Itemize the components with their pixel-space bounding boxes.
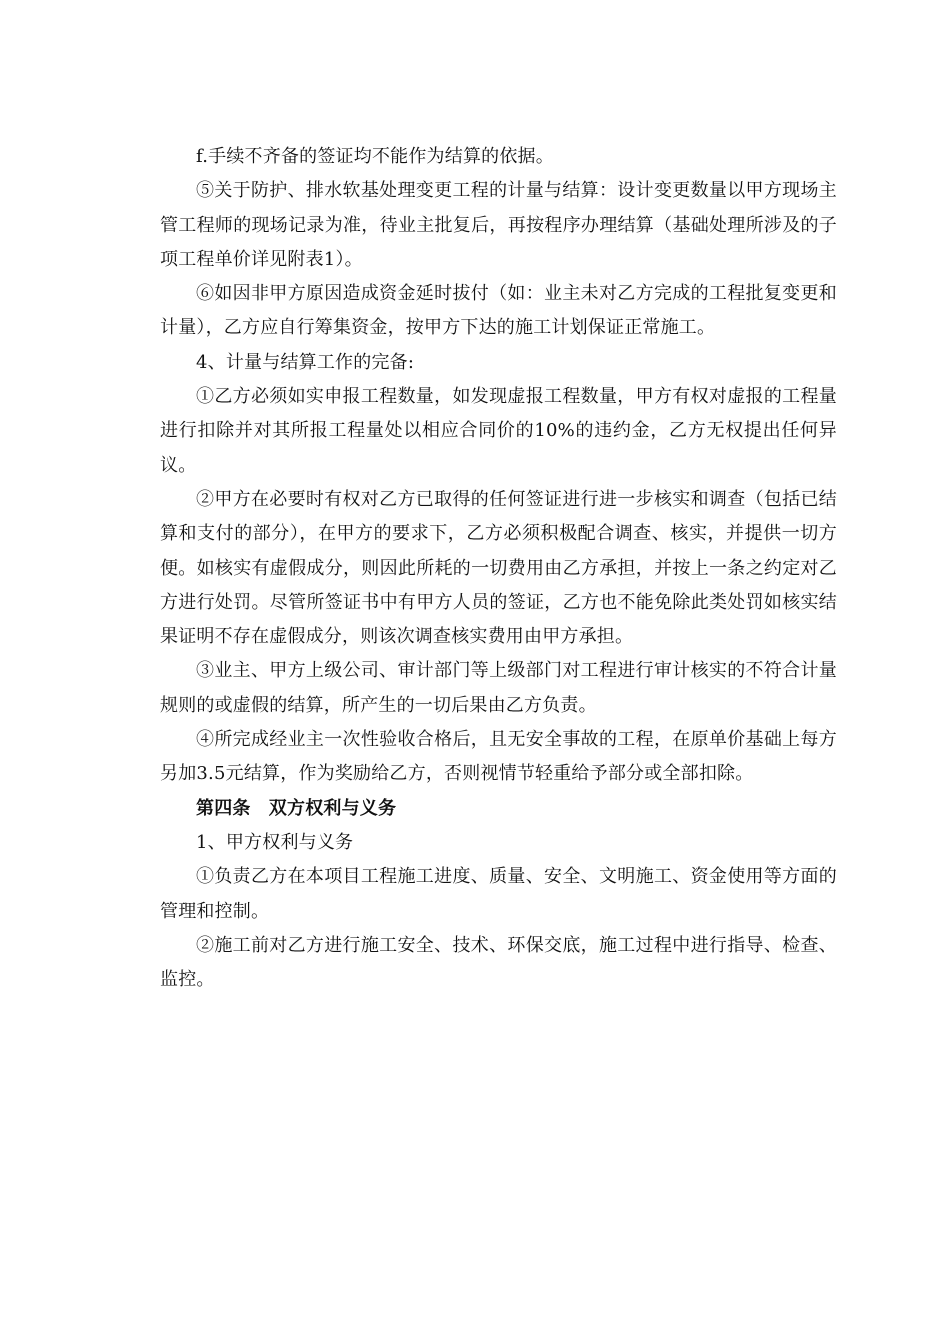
section-heading-4: 4、计量与结算工作的完备: <box>196 351 415 373</box>
article-heading-4: 第四条 双方权利与义务 <box>196 797 397 819</box>
paragraph-item-1-1: ①负责乙方在本项目工程施工进度、质量、安全、文明施工、资金使用等方面的管理和控制。 <box>160 866 837 922</box>
paragraph-item-4-1: ①乙方必须如实申报工程数量，如发现虚报工程数量，甲方有权对虚报的工程量进行扣除并对其所报工程量处以相应合同价的10%的违约金，乙方无权提出任何异议。 <box>160 386 837 476</box>
paragraph-item-4-2: ②甲方在必要时有权对乙方已取得的任何签证进行进一步核实和调查（包括已结算和支付的部分），在甲方的要求下，乙方必须积极配合调查、核实，并提供一切方便。如核实有虚假成分，则因此所耗的一切费用由乙方承担，并按上一条之约定对乙方进行处罚。尽管所签证书中有甲方人员的签证，乙方也不能免除此类处罚如核实结果证明不存在虚假成分，则该次调查核实费用由甲方承担。 <box>160 488 837 648</box>
paragraph-item-5: ⑤关于防护、排水软基处理变更工程的计量与结算：设计变更数量以甲方现场主管工程师的现场记录为准，待业主批复后，再按程序办理结算（基础处理所涉及的子项工程单价详见附表1）。 <box>160 180 837 270</box>
paragraph-item-4-4: ④所完成经业主一次性验收合格后，且无安全事故的工程，在原单价基础上每方另加3.5元结算，作为奖励给乙方，否则视情节轻重给予部分或全部扣除。 <box>160 729 837 785</box>
section-heading-1: 1、甲方权利与义务 <box>196 831 354 853</box>
paragraph-item-f: f.手续不齐备的签证均不能作为结算的依据。 <box>196 146 554 167</box>
paragraph-item-6: ⑥如因非甲方原因造成资金延时拔付（如：业主未对乙方完成的工程批复变更和计量），乙方应自行筹集资金，按甲方下达的施工计划保证正常施工。 <box>160 283 837 339</box>
paragraph-item-4-3: ③业主、甲方上级公司、审计部门等上级部门对工程进行审计核实的不符合计量规则的或虚假的结算，所产生的一切后果由乙方负责。 <box>160 660 837 716</box>
paragraph-item-1-2: ②施工前对乙方进行施工安全、技术、环保交底，施工过程中进行指导、检查、监控。 <box>160 934 837 991</box>
document-body <box>160 140 837 997</box>
